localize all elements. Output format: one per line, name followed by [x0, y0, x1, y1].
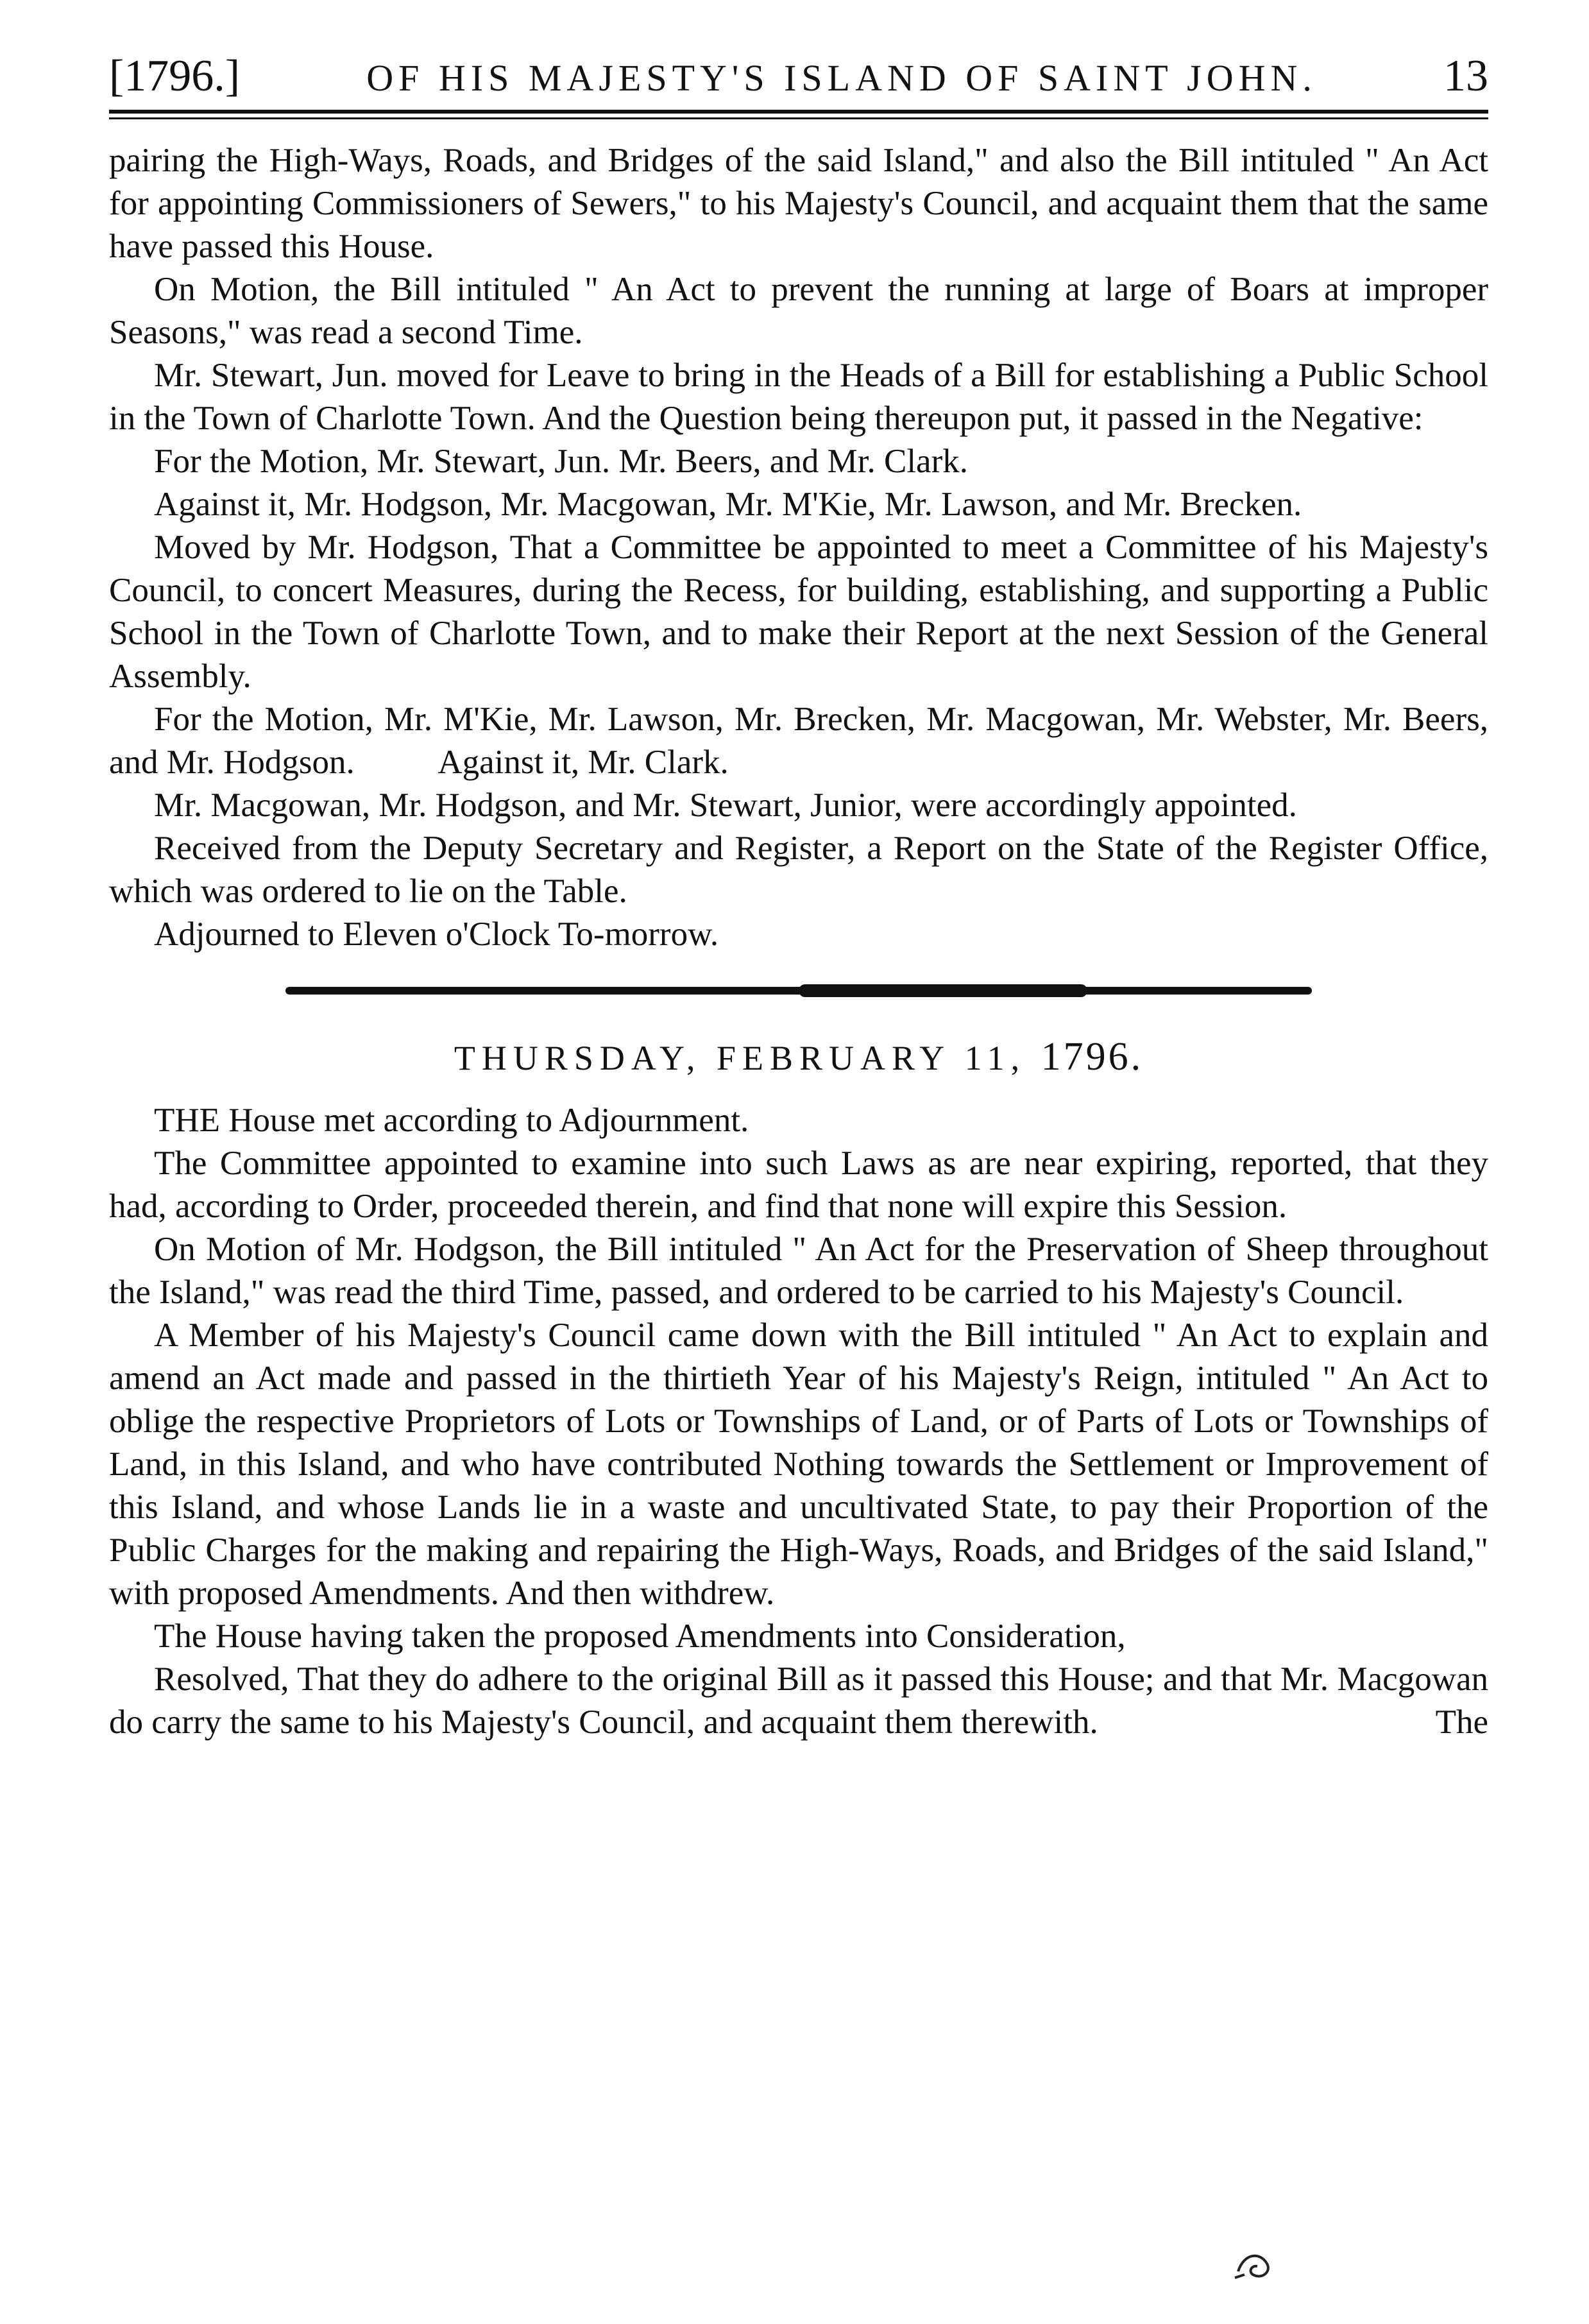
paragraph: A Member of his Majesty's Council came down with the Bill intituled " An Act to explain and amend an Act made and passed in the thirtieth Year of his Majesty's Reign, intituled " An Act to oblige the respective Proprietors of Lots or Townships of Land, or of Parts of Lots or Townships of Land, in this Island, and who have contributed Nothing towards the Settlement or Improvement of this Island, and whose Lands lie in a waste and uncultivated State, to pay their Proportion of the Public Charges for the making and repairing the High-Ways, Roads, and Bridges of the said Island," with proposed Amendments. And then withdrew.	[109, 1317, 1488, 1612]
paragraph: Mr. Macgowan, Mr. Hodgson, and Mr. Stewart, Junior, were accordingly appointed.	[154, 787, 1297, 824]
paragraph: Mr. Stewart, Jun. moved for Leave to bring in the Heads of a Bill for establishing a Public School in the Town of Charlotte Town. And the Question being thereupon put, it passed in the Negative:	[109, 357, 1488, 437]
paragraph: Against it, Mr. Hodgson, Mr. Macgowan, Mr. M'Kie, Mr. Lawson, and Mr. Brecken.	[154, 486, 1302, 523]
paragraph: Adjourned to Eleven o'Clock To-morrow.	[154, 916, 719, 953]
header-year: [1796.]	[109, 51, 241, 101]
date-heading	[109, 1034, 1488, 1080]
page-number: 13	[1443, 51, 1488, 101]
date-heading-text: THURSDAY, FEBRUARY 11,	[454, 1039, 1026, 1077]
document-page	[109, 38, 1497, 1744]
section-february-10-continued	[109, 139, 1497, 956]
date-heading-year: 1796.	[1041, 1035, 1144, 1079]
running-title: OF HIS MAJESTY'S ISLAND OF SAINT JOHN.	[366, 57, 1317, 99]
printer-ornament-icon	[1232, 2246, 1277, 2284]
paragraph: THE House met according to Adjournment.	[154, 1102, 749, 1139]
paragraph: On Motion of Mr. Hodgson, the Bill intituled " An Act for the Preservation of Sheep throughout the Island," was read the third Time, passed, and ordered to be carried to his Majesty's Council.	[109, 1231, 1488, 1311]
catchword: The	[1435, 1704, 1488, 1741]
section-divider	[285, 987, 1312, 995]
paragraph: pairing the High-Ways, Roads, and Bridges of the said Island," and also the Bill intituled " An Act for appointing Commissioners of Sewers," to his Majesty's Council, and acquaint them that the same have passed this House.	[109, 142, 1488, 265]
section-february-11	[109, 1099, 1488, 1744]
paragraph: For the Motion, Mr. Stewart, Jun. Mr. Beers, and Mr. Clark.	[154, 443, 968, 480]
header-rule	[109, 110, 1488, 114]
paragraph: On Motion, the Bill intituled " An Act to prevent the running at large of Boars at improper Seasons," was read a second Time.	[109, 271, 1488, 351]
paragraph: Received from the Deputy Secretary and Register, a Report on the State of the Register Office, which was ordered to lie on the Table.	[109, 830, 1488, 910]
paragraph: The House having taken the proposed Amendments into Consideration,	[154, 1618, 1126, 1655]
paragraph: For the Motion, Mr. M'Kie, Mr. Lawson, Mr. Brecken, Mr. Macgowan, Mr. Webster, Mr. Beers, and Mr. Hodgson. Against it, Mr. Clark.	[109, 701, 1497, 781]
paragraph: Resolved, That they do adhere to the original Bill as it passed this House; and that Mr. Macgowan do carry the same to his Majesty's Council, and acquaint them therewith.	[109, 1661, 1488, 1741]
paragraph: The Committee appointed to examine into such Laws as are near expiring, reported, that they had, according to Order, proceeded therein, and find that none will expire this Session.	[109, 1145, 1488, 1225]
page-header	[109, 38, 1488, 101]
paragraph: Moved by Mr. Hodgson, That a Committee be appointed to meet a Committee of his Majesty's Council, to concert Measures, during the Recess, for building, establishing, and supporting a Public School in the Town of Charlotte Town, and to make their Report at the next Session of the General Assembly.	[109, 529, 1488, 695]
